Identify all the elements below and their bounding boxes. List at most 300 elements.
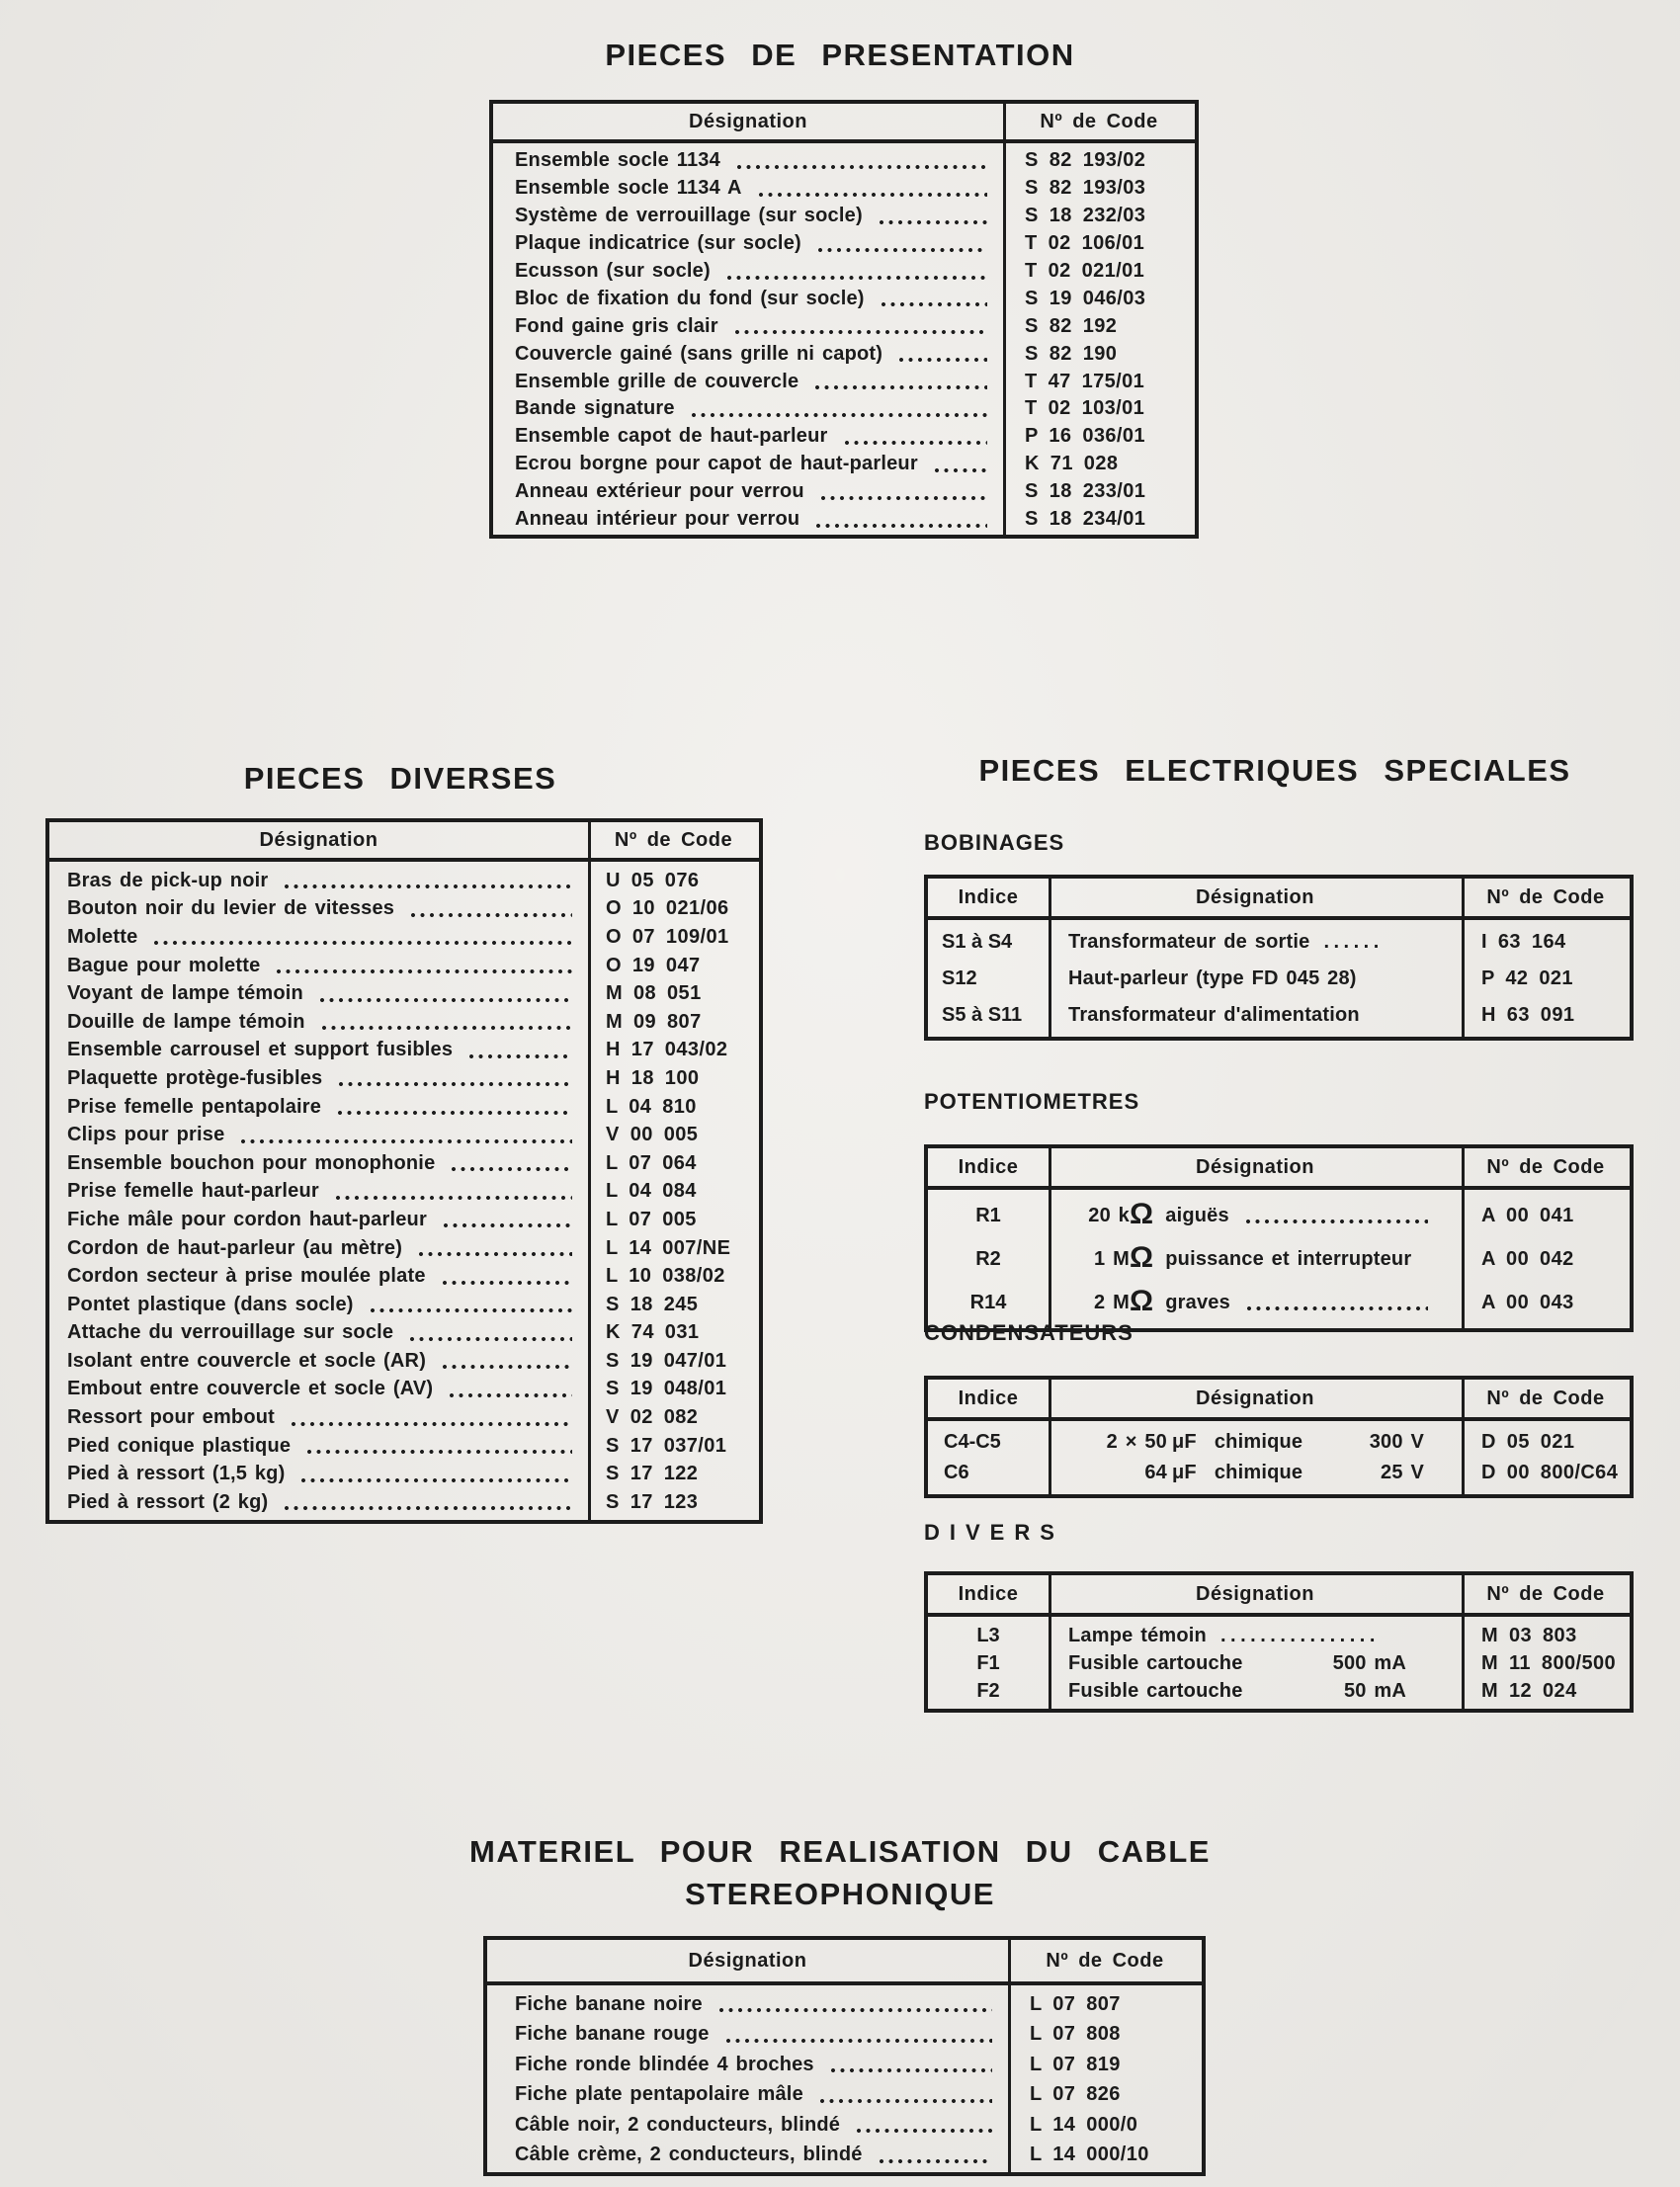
code-cell: A 00 043 [1481,1291,1574,1313]
table-row [493,506,1195,534]
table-row [487,2080,1202,2111]
omega-symbol: Ω [1130,1198,1154,1230]
omega-symbol: Ω [1130,1241,1154,1274]
table-header [49,822,759,862]
code-cell: T 47 175/01 [1025,370,1145,392]
indice-cell: R1 [975,1204,1001,1226]
column-divider [1049,1380,1051,1494]
dot-leader [306,1449,572,1455]
designation-cell [1049,1285,1462,1317]
table-row [493,175,1195,203]
indice-cell: L3 [976,1624,1000,1646]
table-header [487,1940,1202,1985]
code-cell: L 07 064 [606,1151,697,1174]
designation-text: chimique [1214,1462,1303,1483]
designation-text: Fiche plate pentapolaire mâle [515,2083,803,2106]
designation-cell [49,897,588,920]
pieces-diverses-table [45,818,763,1524]
table-row [49,1319,759,1348]
code-cell: A 00 041 [1481,1204,1574,1226]
code-cell: L 14 000/0 [1030,2113,1138,2136]
designation-cell [49,1378,588,1400]
table-row [49,1093,759,1122]
dot-leader [1245,1219,1428,1224]
designation-text: Fiche banane noire [515,1992,703,2015]
designation-text: Prise femelle haut-parleur [67,1180,319,1203]
designation-text: Transformateur d'alimentation [1068,1004,1360,1026]
column-divider [588,822,591,1520]
dot-leader [321,1025,572,1031]
dot-leader [725,2038,992,2044]
designation-cell [1049,967,1462,990]
table-row [928,1622,1630,1649]
table-row [49,1234,759,1263]
dot-leader [337,1110,572,1116]
table-row [928,961,1630,997]
table-row [493,478,1195,506]
designation-cell [49,1039,588,1061]
designation-text: Ensemble socle 1134 [515,149,720,172]
indice-cell: R2 [975,1247,1001,1270]
code-cell: T 02 106/01 [1025,232,1145,255]
designation-text: Lampe témoin [1068,1624,1207,1646]
designation-cell [49,1265,588,1288]
dot-leader [451,1166,572,1172]
designation-text: Pied conique plastique [67,1434,292,1457]
code-cell: S 18 232/03 [1025,205,1146,227]
table-row [49,1460,759,1488]
designation-text: Ensemble grille de couvercle [515,370,799,392]
dot-leader [338,1081,572,1087]
designation-text: Pied à ressort (2 kg) [67,1490,269,1513]
table-row [928,1427,1630,1458]
designation-cell [493,425,1003,448]
code-cell: S 82 193/02 [1025,149,1146,172]
subsection-label-condensateurs: CONDENSATEURS [924,1320,1134,1345]
column-header-designation: Désignation [688,1949,807,1972]
subsection-label-potentiometres: POTENTIOMETRES [924,1089,1140,1114]
code-cell: H 17 043/02 [606,1039,728,1061]
table-row [487,2141,1202,2171]
dot-leader [370,1307,572,1313]
dot-leader [734,329,987,335]
indice-cell: S12 [942,967,977,989]
designation-cell [49,870,588,892]
designation-text: Attache du verrouillage sur socle [67,1321,394,1344]
designation-text: Système de verrouillage (sur socle) [515,205,863,227]
table-row [928,1237,1630,1281]
dot-leader [718,2007,992,2013]
indice-cell: F1 [976,1651,1000,1674]
capacitance-value: 2 × 50 [1106,1431,1167,1453]
table-row [49,979,759,1008]
designation-text: Fiche mâle pour cordon haut-parleur [67,1208,427,1230]
section-title-pieces-diverses: PIECES DIVERSES [243,761,557,796]
designation-cell [493,508,1003,531]
designation-text: Bague pour molette [67,954,261,976]
column-header-code: Nº de Code [1486,885,1605,908]
code-cell: S 82 190 [1025,342,1118,365]
table-row [49,867,759,895]
dot-leader [815,523,987,529]
designation-text: Fiche banane rouge [515,2023,710,2046]
code-cell: L 14 007/NE [606,1236,731,1259]
table-row [928,1458,1630,1488]
dot-leader: ...... [1323,931,1384,953]
code-cell: S 18 233/01 [1025,480,1146,503]
code-cell: K 71 028 [1025,453,1119,475]
table-body [928,1421,1630,1494]
resistance-value: 1 M [1094,1247,1130,1270]
dot-leader [442,1280,572,1286]
section-title-pieces-de-presentation: PIECES DE PRESENTATION [605,38,1075,72]
designation-cell [49,1294,588,1316]
dot-leader [879,219,987,225]
column-header-indice: Indice [958,1582,1019,1605]
column-header-designation: Désignation [1196,1155,1314,1178]
designation-text: Couvercle gainé (sans grille ni capot) [515,342,883,365]
table-row [928,1649,1630,1677]
designation-text: Haut-parleur (type FD 045 28) [1068,967,1357,989]
designation-text: Bloc de fixation du fond (sur socle) [515,287,865,309]
table-row [493,312,1195,340]
designation-text: Plaquette protège-fusibles [67,1066,323,1089]
column-divider [1049,879,1051,1037]
code-cell: S 19 046/03 [1025,287,1146,309]
designation-text: Câble noir, 2 conducteurs, blindé [515,2113,841,2136]
code-cell: M 09 807 [606,1010,702,1033]
table-row [487,1989,1202,2020]
table-row [49,1064,759,1093]
table-row [493,230,1195,258]
designation-cell [493,397,1003,420]
designation-cell [49,1209,588,1231]
dot-leader [820,495,987,501]
dot-leader [934,467,987,473]
code-cell: I 63 164 [1481,931,1566,953]
designation-text: Fiche ronde blindée 4 broches [515,2053,814,2075]
designation-cell [49,1491,588,1514]
dot-leader [410,912,572,918]
code-cell: S 19 047/01 [606,1349,727,1372]
table-row [493,395,1195,423]
code-cell: S 82 192 [1025,314,1118,337]
designation-cell [49,1463,588,1485]
code-cell: S 17 037/01 [606,1434,727,1457]
rating-value: 50 mA [1343,1679,1406,1702]
column-header-code: Nº de Code [1486,1387,1605,1409]
subsection-label-divers: DIVERS [924,1520,1064,1545]
dot-leader [856,2128,992,2134]
designation-text: Ressort pour embout [67,1406,276,1429]
microfarad-unit: μF [1172,1431,1197,1453]
code-cell: L 07 807 [1030,1992,1121,2015]
table-row [49,1008,759,1037]
table-row [493,258,1195,286]
code-cell: M 03 803 [1481,1624,1577,1646]
designation-cell [49,1321,588,1344]
indice-cell: C6 [944,1462,969,1483]
column-divider [1462,879,1465,1037]
cable-stereophonique-table [483,1936,1206,2176]
designation-text: Ecrou borgne pour capot de haut-parleur [515,453,918,475]
designation-text: Cordon de haut-parleur (au mètre) [67,1236,403,1259]
omega-symbol: Ω [1130,1285,1154,1317]
dot-leader [844,440,987,446]
code-cell: S 19 048/01 [606,1378,727,1400]
designation-cell [493,315,1003,338]
column-divider [1462,1575,1465,1709]
table-body [928,920,1630,1037]
designation-text: Isolant entre couvercle et socle (AR) [67,1349,427,1372]
table-row [49,1376,759,1404]
designation-cell [1049,1462,1462,1484]
designation-text: Bande signature [515,397,675,420]
code-cell: S 17 122 [606,1463,699,1485]
column-header-designation: Désignation [259,828,378,851]
table-row [49,895,759,924]
code-cell: M 11 800/500 [1481,1651,1617,1674]
code-cell: S 17 123 [606,1490,699,1513]
voltage-value: 25 V [1381,1462,1424,1483]
resistance-value: 2 M [1094,1291,1130,1313]
table-row [49,952,759,980]
table-row [49,1121,759,1149]
code-cell: O 07 109/01 [606,925,729,948]
designation-text: Embout entre couvercle et socle (AV) [67,1378,434,1400]
dot-leader [814,384,987,390]
dot-leader [276,968,572,974]
dot-leader [153,940,572,946]
table-row [49,1403,759,1432]
code-cell: D 05 021 [1481,1431,1575,1453]
designation-text: graves [1165,1291,1230,1313]
code-cell: L 10 038/02 [606,1265,725,1288]
designation-cell [1049,1680,1462,1703]
code-cell: L 04 084 [606,1180,697,1203]
dot-leader [418,1251,572,1257]
designation-text: puissance et interrupteur [1165,1247,1412,1270]
designation-text: Câble crème, 2 conducteurs, blindé [515,2144,863,2166]
table-header [928,1380,1630,1421]
dot-leader [300,1477,572,1483]
designation-text: Prise femelle pentapolaire [67,1095,322,1118]
designation-cell [49,1435,588,1458]
column-divider [1008,1940,1011,2172]
designation-cell [49,1152,588,1175]
table-row [49,1037,759,1065]
designation-cell [493,149,1003,172]
designation-text: Anneau intérieur pour verrou [515,508,800,531]
designation-text: Pied à ressort (1,5 kg) [67,1463,286,1485]
column-header-indice: Indice [958,1155,1019,1178]
column-header-designation: Désignation [1196,1582,1314,1605]
column-header-code: Nº de Code [1486,1155,1605,1178]
table-body [487,1985,1202,2172]
microfarad-unit: μF [1172,1462,1197,1483]
designation-cell [487,2114,1008,2137]
dot-leader [291,1421,572,1427]
title-line-2: STEREOPHONIQUE [685,1877,995,1911]
dot-leader: ................ [1219,1624,1380,1646]
indice-cell: C4-C5 [944,1431,1001,1453]
designation-cell [493,371,1003,393]
designation-text: Douille de lampe témoin [67,1010,305,1033]
designation-text: Clips pour prise [67,1124,225,1146]
table-row [49,1488,759,1517]
potentiometres-table [924,1144,1634,1332]
table-row [928,1194,1630,1237]
table-row [49,923,759,952]
column-header-designation: Désignation [1196,885,1314,908]
table-row [49,1178,759,1207]
table-row [493,451,1195,478]
designation-cell [49,1180,588,1203]
column-header-indice: Indice [958,1387,1019,1409]
table-header [928,879,1630,920]
designation-cell [1049,1198,1462,1230]
dot-leader [442,1364,572,1370]
column-header-designation: Désignation [1196,1387,1314,1409]
dot-leader [284,883,572,889]
code-cell: L 07 808 [1030,2023,1121,2046]
indice-cell: R14 [969,1291,1007,1313]
subsection-label-bobinages: BOBINAGES [924,830,1065,855]
designation-cell [493,480,1003,503]
column-header-code: Nº de Code [1486,1582,1605,1605]
code-cell: L 07 005 [606,1208,697,1230]
designation-cell [1049,1652,1462,1675]
table-body [928,1190,1630,1328]
designation-cell [493,288,1003,310]
column-header-indice: Indice [958,885,1019,908]
column-divider [1049,1575,1051,1709]
table-row [49,1432,759,1461]
code-cell: H 63 091 [1481,1004,1575,1026]
column-header-code: Nº de Code [1046,1949,1164,1972]
resistance-value: 20 k [1088,1204,1130,1226]
designation-cell [487,2083,1008,2106]
code-cell: P 16 036/01 [1025,425,1145,448]
dot-leader [468,1053,572,1059]
capacitance-value: 64 [1144,1462,1167,1483]
condensateurs-table [924,1376,1634,1498]
table-row [493,340,1195,368]
designation-text: aiguës [1165,1204,1229,1226]
code-cell: S 18 245 [606,1293,699,1315]
table-header [928,1148,1630,1190]
designation-cell [49,982,588,1005]
code-cell: L 14 000/10 [1030,2144,1149,2166]
dot-leader [898,357,987,363]
table-row [49,1262,759,1291]
dot-leader [449,1392,572,1398]
voltage-value: 300 V [1369,1431,1424,1453]
designation-cell [49,1124,588,1146]
code-cell: T 02 021/01 [1025,260,1145,282]
designation-cell [487,2144,1008,2166]
dot-leader [879,2158,992,2164]
designation-text: Ensemble capot de haut-parleur [515,425,828,448]
designation-text: Ecusson (sur socle) [515,260,711,282]
bobinages-table [924,875,1634,1041]
designation-text: Pontet plastique (dans socle) [67,1293,354,1315]
table-row [49,1291,759,1319]
designation-cell [49,1067,588,1090]
code-cell: V 02 082 [606,1406,699,1429]
table-row [49,1206,759,1234]
table-row [928,997,1630,1034]
code-cell: T 02 103/01 [1025,397,1145,420]
dot-leader [319,997,572,1003]
column-divider [1049,1148,1051,1328]
designation-text: Transformateur de sortie [1068,931,1310,953]
dot-leader [726,275,987,281]
designation-cell [1049,1004,1462,1027]
designation-text: Plaque indicatrice (sur socle) [515,232,801,255]
designation-text: Ensemble bouchon pour monophonie [67,1151,436,1174]
designation-text: Fond gaine gris clair [515,314,718,337]
designation-cell [49,1406,588,1429]
table-row [487,2110,1202,2141]
designation-cell [493,177,1003,200]
column-header-designation: Désignation [689,110,807,132]
designation-cell [487,2023,1008,2046]
designation-cell [493,260,1003,283]
designation-text: Cordon secteur à prise moulée plate [67,1265,426,1288]
code-cell: A 00 042 [1481,1247,1574,1270]
designation-cell [1049,931,1462,954]
column-divider [1003,104,1006,535]
dot-leader [240,1138,572,1144]
code-cell: V 00 005 [606,1124,699,1146]
pieces-de-presentation-table [489,100,1199,539]
dot-leader [881,301,987,307]
designation-cell [493,343,1003,366]
code-cell: O 19 047 [606,954,701,976]
code-cell: H 18 100 [606,1066,700,1089]
table-row [487,2020,1202,2051]
designation-cell [49,1096,588,1119]
designation-cell [49,1350,588,1373]
designation-text: Bras de pick-up noir [67,869,269,891]
rating-value: 500 mA [1332,1651,1406,1674]
dot-leader [817,247,987,253]
dot-leader [1246,1305,1428,1311]
code-cell: L 07 826 [1030,2083,1121,2106]
designation-cell [49,1011,588,1034]
designation-text: Anneau extérieur pour verrou [515,480,804,503]
divers-table [924,1571,1634,1713]
dot-leader [830,2067,992,2073]
designation-cell [493,205,1003,227]
designation-text: Ensemble carrousel et support fusibles [67,1039,454,1061]
dot-leader [443,1222,572,1228]
code-cell: O 10 021/06 [606,897,729,920]
designation-cell [49,1237,588,1260]
table-header [493,104,1195,143]
code-cell: L 04 810 [606,1095,697,1118]
table-row [928,1677,1630,1705]
table-body [493,143,1195,535]
dot-leader [758,192,987,198]
code-cell: P 42 021 [1481,967,1573,989]
code-cell: M 12 024 [1481,1679,1577,1702]
indice-cell: S1 à S4 [942,931,1013,953]
table-header [928,1575,1630,1617]
designation-text: Bouton noir du levier de vitesses [67,897,395,920]
column-header-code: Nº de Code [1040,110,1158,132]
